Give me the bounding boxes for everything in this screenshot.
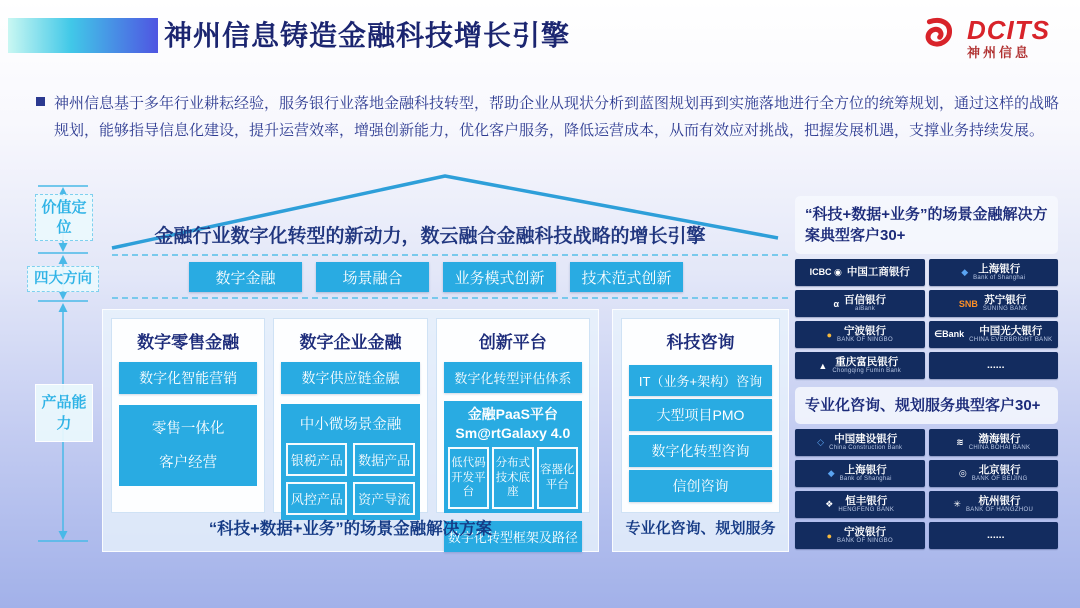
retail-smart-marketing: 数字化智能营销 [119, 362, 257, 394]
bank-logo-icon: ◎ [958, 468, 967, 478]
group-title: 数字企业金融 [299, 333, 402, 352]
consulting-clients-grid [795, 429, 1058, 549]
clients-panel [795, 196, 1058, 557]
bank-name: 渤海银行 [978, 433, 1021, 446]
bank-tile-hengfeng-bank [795, 491, 925, 518]
rail-label-four-directions: 四大方向 [27, 266, 99, 292]
bank-name: 宁波银行 [843, 325, 886, 338]
bank-name-en: China Construction Bank [829, 445, 903, 452]
consulting-panel [612, 309, 789, 552]
direction-digital-finance: 数字金融 [189, 262, 302, 292]
page-title: 神州信息铸造金融科技增长引擎 [164, 20, 571, 51]
cell-bank-tax-product: 银税产品 [286, 443, 347, 476]
sme-block-title: 中小微场景金融 [299, 417, 402, 433]
bank-logo-icon: ◆ [961, 267, 969, 277]
solutions-clients-grid [795, 259, 1058, 379]
direction-business-model-innovation: 业务模式创新 [443, 262, 556, 292]
title-accent-bar [8, 18, 158, 53]
brand-name-cn: 神州信息 [967, 45, 1032, 61]
bank-tile-bank-of-ningbo [795, 321, 925, 348]
bank-name-en: BANK OF NINGBO [837, 538, 893, 545]
bank-logo-icon: ● [826, 530, 833, 541]
group-title: 数字零售金融 [137, 333, 240, 352]
bank-name: ...... [986, 529, 1005, 542]
bank-logo-icon: ◇ [817, 437, 825, 447]
consult-large-project-pmo: 大型项目PMO [629, 399, 772, 431]
group-title: 科技咨询 [666, 333, 735, 352]
bank-name-en: Bank of Shanghai [973, 275, 1026, 282]
bank-name-en: Chongqing Fumin Bank [832, 368, 902, 375]
bank-tile-chongqing-fumin-bank [795, 352, 925, 379]
group-digital-retail-finance [111, 318, 265, 513]
square-bullet-icon [36, 97, 45, 106]
consulting-caption: 专业化咨询、规划服务 [625, 520, 776, 537]
solutions-caption: “科技+数据+业务”的场景金融解决方案 [208, 520, 493, 538]
bank-logo-icon: ◆ [827, 468, 835, 478]
cell-container-platform: 容器化平台 [537, 447, 578, 509]
bank-name-en: BANK OF BEIJING [971, 476, 1028, 483]
bank-name-en: BANK OF NINGBO [837, 337, 893, 344]
bank-logo-icon: ICBC ◉ [809, 267, 842, 277]
dashed-divider-bottom [112, 297, 788, 299]
bank-name: 百信银行 [844, 294, 887, 307]
bank-tile-everbright-bank [929, 321, 1059, 348]
cell-distributed-base: 分布式技术底座 [492, 447, 533, 509]
bank-name: ...... [986, 359, 1005, 372]
directions-row [189, 262, 683, 292]
intro-text: 神州信息基于多年行业耕耘经验，服务银行业落地金融科技转型，帮助企业从现状分析到蓝图规划再到实施落地进行全方位的统筹规划，通过这样的战略规划，能够指导信息化建设，提升运营效率，增强创新能力，优化客户服务，降低运营成本，从而有效应对挑战，把握发展机遇，支撑业务持续发展。 [54, 95, 1060, 139]
bank-logo-icon: ✳ [953, 499, 961, 509]
left-rail [30, 180, 96, 546]
bank-tile-bank-of-hangzhou [929, 491, 1059, 518]
brand-name: DCITS [967, 15, 1050, 46]
bank-name: 苏宁银行 [984, 294, 1027, 307]
bank-logo-icon: ❖ [825, 499, 834, 509]
bank-name-en: BANK OF HANGZHOU [965, 507, 1034, 514]
solutions-clients-heading: “科技+数据+业务”的场景金融解决方案典型客户30+ [795, 196, 1058, 254]
bank-name: 杭州银行 [978, 495, 1021, 508]
innovation-framework-path: 数字化转型框架及路径 [444, 521, 582, 552]
bank-logo-icon: SNB [958, 298, 978, 309]
bank-tile-bank-of-shanghai [795, 460, 925, 487]
consult-digital-transformation: 数字化转型咨询 [629, 435, 772, 467]
bank-name-en: HENGFENG BANK [838, 507, 895, 514]
innovation-assessment-system: 数字化转型评估体系 [444, 362, 582, 393]
solutions-panel [102, 309, 599, 552]
bank-tile-icbc [795, 259, 925, 286]
bank-tile-ccb [795, 429, 925, 456]
bank-name: 宁波银行 [843, 526, 886, 539]
group-tech-consulting [621, 318, 780, 513]
retail-block-line2: 客户经营 [159, 455, 218, 471]
rail-label-value-positioning: 价值定位 [35, 194, 93, 241]
bank-logo-icon: ▲ [818, 360, 828, 371]
bank-tile-aibank [795, 290, 925, 317]
consult-xinchuang: 信创咨询 [629, 470, 772, 502]
bank-tile-suning-bank [929, 290, 1059, 317]
bank-name-en: Bank of Shanghai [839, 476, 892, 483]
bank-name-en: aiBank [854, 306, 876, 313]
bank-name-en: CHINA EVERBRIGHT BANK [969, 337, 1053, 344]
dashed-divider-top [112, 254, 788, 256]
bank-logo-icon: ● [826, 329, 833, 340]
bank-name: 恒丰银行 [845, 495, 888, 508]
direction-scene-integration: 场景融合 [316, 262, 429, 292]
bank-tile-bank-of-ningbo [795, 522, 925, 549]
intro-paragraph [36, 90, 1068, 144]
paas-platform-block [444, 401, 582, 513]
paas-title-line2: Sm@rtGalaxy 4.0 [455, 424, 571, 441]
bank-tile-bohai-bank [929, 429, 1059, 456]
cell-risk-control-product: 风控产品 [286, 482, 347, 515]
bank-tile-more [929, 352, 1059, 379]
bank-tile-more [929, 522, 1059, 549]
bank-name: 中国工商银行 [846, 266, 910, 279]
bank-logo-icon: ∈Bank [934, 329, 965, 339]
group-digital-corporate-finance [273, 318, 427, 513]
roof-slogan: 金融行业数字化转型的新动力，数云融合金融科技战略的增长引擎 [154, 226, 706, 247]
paas-title-line1: 金融PaaS平台 [467, 406, 558, 422]
consult-it-business-architecture: IT（业务+架构）咨询 [629, 365, 772, 396]
dcits-swirl-icon [909, 14, 959, 63]
bank-logo-icon: ≋ [956, 437, 964, 447]
cell-low-code-platform: 低代码开发平台 [448, 447, 489, 509]
bank-tile-bank-of-beijing [929, 460, 1059, 487]
bank-name: 北京银行 [978, 464, 1021, 477]
cell-asset-routing: 资产导流 [353, 482, 414, 515]
corporate-supply-chain-finance: 数字供应链金融 [281, 362, 419, 394]
corporate-sme-scene-block [281, 404, 419, 520]
cell-data-product: 数据产品 [353, 443, 414, 476]
bank-name: 重庆富民银行 [835, 356, 899, 369]
bank-name: 上海银行 [978, 263, 1021, 276]
group-title: 创新平台 [478, 333, 547, 352]
bank-logo-icon: α [833, 298, 840, 309]
bank-name: 中国建设银行 [834, 433, 898, 446]
bank-name-en: SUNING BANK [982, 306, 1028, 313]
consulting-clients-heading: 专业化咨询、规划服务典型客户30+ [795, 387, 1058, 424]
retail-integrated-block [119, 405, 257, 486]
rail-label-product-capability: 产品能力 [35, 384, 93, 442]
group-innovation-platform [436, 318, 590, 545]
bank-tile-bank-of-shanghai [929, 259, 1059, 286]
dcits-logo [909, 14, 1050, 63]
direction-tech-paradigm-innovation: 技术范式创新 [570, 262, 683, 292]
bank-name: 中国光大银行 [979, 325, 1043, 338]
retail-block-line1: 零售一体化 [151, 421, 225, 437]
bank-name: 上海银行 [844, 464, 887, 477]
bank-name-en: CHINA BOHAI BANK [968, 445, 1031, 452]
